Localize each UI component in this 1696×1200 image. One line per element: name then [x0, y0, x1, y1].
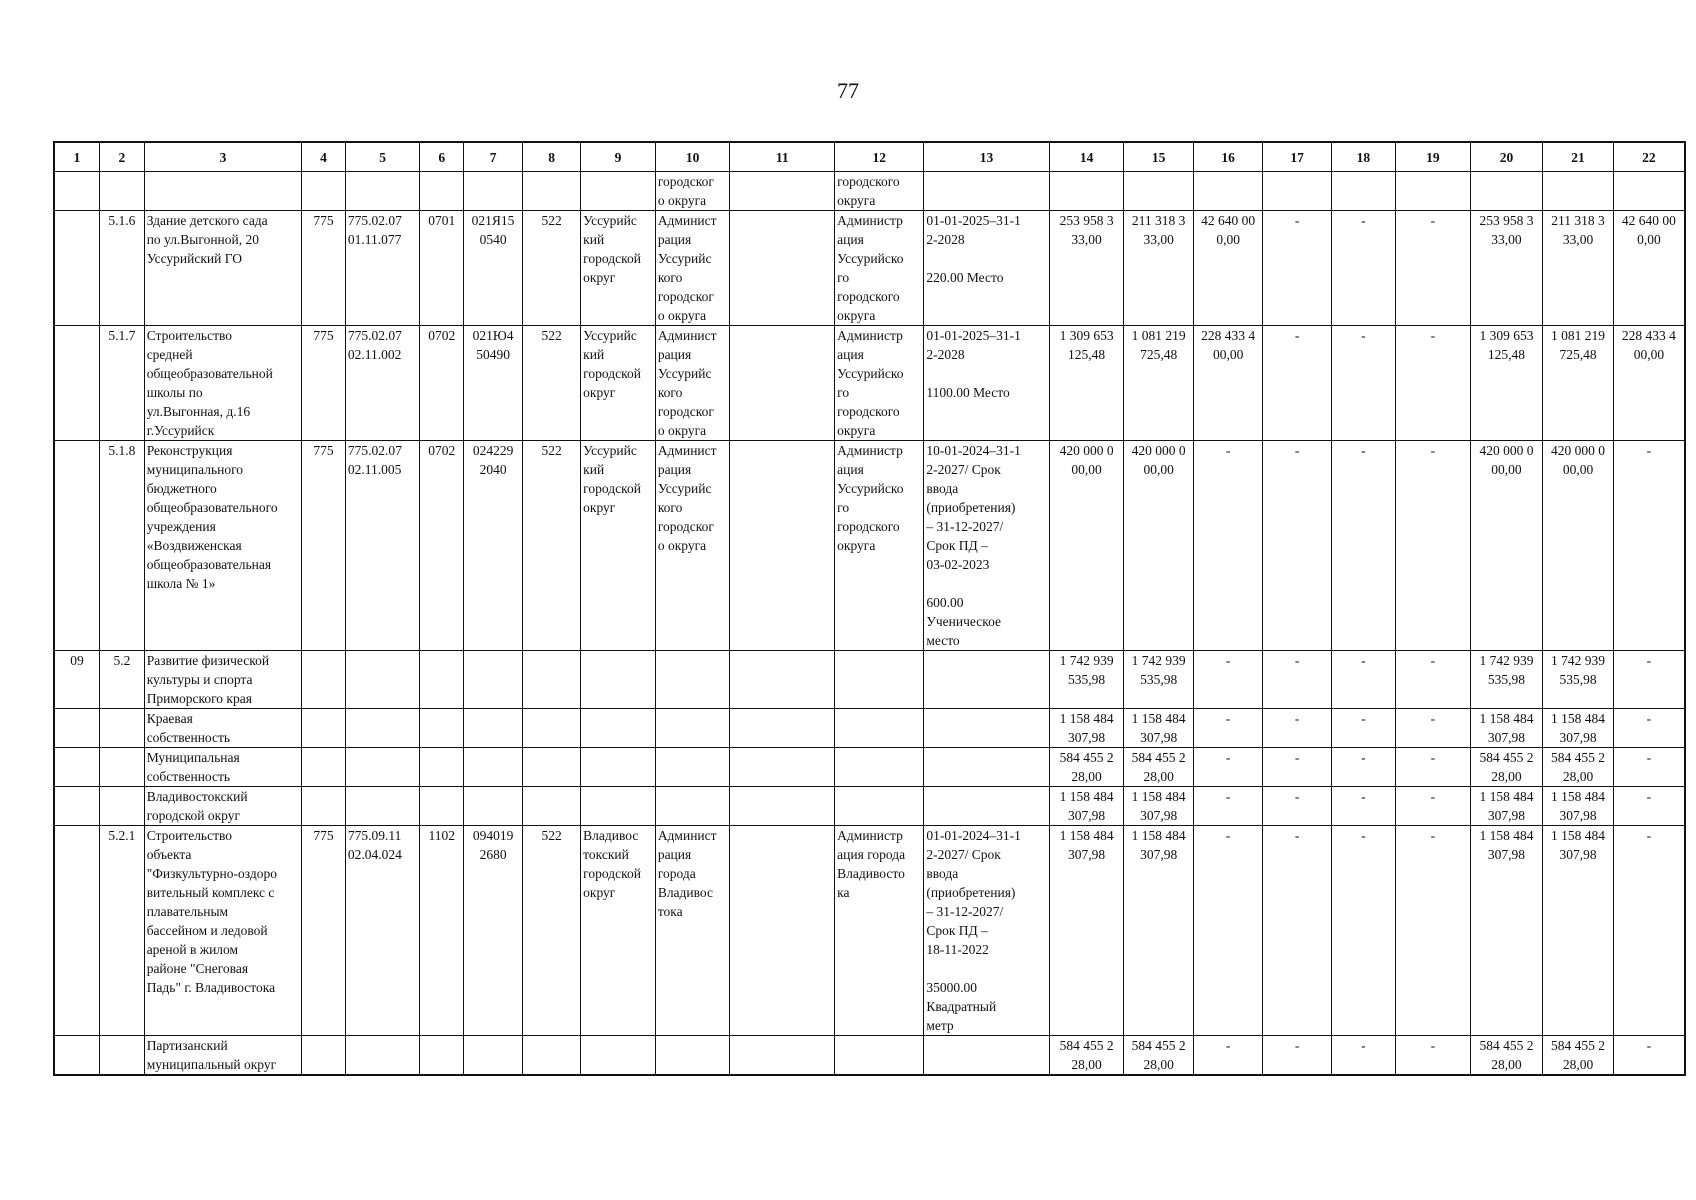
cell-col-9: [581, 172, 656, 211]
cell-col-19: [1396, 172, 1471, 211]
cell-col-16: -: [1193, 1036, 1262, 1076]
cell-col-14: [1049, 172, 1124, 211]
cell-col-6: 0702: [420, 326, 464, 441]
cell-col-9: Уссурийс кий городской округ: [581, 441, 656, 651]
cell-col-18: -: [1331, 1036, 1395, 1076]
cell-col-16: -: [1193, 787, 1262, 826]
cell-col-12: Администр ация Уссурийско го городского округа: [835, 326, 924, 441]
cell-col-14: 584 455 2 28,00: [1049, 748, 1124, 787]
cell-col-20: 584 455 2 28,00: [1470, 1036, 1543, 1076]
cell-col-5: 775.02.07 01.11.077: [345, 211, 420, 326]
cell-col-16: -: [1193, 709, 1262, 748]
cell-col-1: [54, 748, 100, 787]
cell-col-6: [420, 172, 464, 211]
cell-col-8: 522: [523, 441, 581, 651]
cell-col-20: 1 309 653 125,48: [1470, 326, 1543, 441]
table-row: [54, 651, 1685, 709]
cell-col-16: -: [1193, 826, 1262, 1036]
cell-col-3: Муниципальная собственность: [144, 748, 302, 787]
cell-col-21: 1 081 219 725,48: [1543, 326, 1614, 441]
table-row: [54, 709, 1685, 748]
cell-col-5: [345, 709, 420, 748]
cell-col-4: 775: [302, 326, 346, 441]
cell-col-19: -: [1396, 709, 1471, 748]
cell-col-4: [302, 1036, 346, 1076]
cell-col-4: [302, 787, 346, 826]
cell-col-1: [54, 172, 100, 211]
cell-col-11: [730, 709, 835, 748]
cell-col-5: 775.02.07 02.11.005: [345, 441, 420, 651]
cell-col-19: -: [1396, 326, 1471, 441]
cell-col-17: -: [1263, 787, 1331, 826]
cell-col-17: -: [1263, 651, 1331, 709]
cell-col-3: Строительство средней общеобразовательной школы по ул.Выгонная, д.16 г.Уссурийск: [144, 326, 302, 441]
cell-col-18: -: [1331, 651, 1395, 709]
cell-col-1: [54, 326, 100, 441]
cell-col-2: 5.1.7: [100, 326, 145, 441]
cell-col-5: 775.09.11 02.04.024: [345, 826, 420, 1036]
cell-col-21: 420 000 0 00,00: [1543, 441, 1614, 651]
cell-col-1: [54, 1036, 100, 1076]
cell-col-5: [345, 787, 420, 826]
column-header-12: 12: [835, 142, 924, 172]
cell-col-15: 420 000 0 00,00: [1124, 441, 1193, 651]
cell-col-4: 775: [302, 441, 346, 651]
cell-col-11: [730, 826, 835, 1036]
table-row: [54, 326, 1685, 441]
cell-col-2: 5.2.1: [100, 826, 145, 1036]
cell-col-6: [420, 1036, 464, 1076]
cell-col-21: 584 455 2 28,00: [1543, 748, 1614, 787]
column-header-15: 15: [1124, 142, 1193, 172]
cell-col-15: 584 455 2 28,00: [1124, 1036, 1193, 1076]
cell-col-6: [420, 709, 464, 748]
cell-col-14: 1 158 484 307,98: [1049, 709, 1124, 748]
column-header-22: 22: [1613, 142, 1685, 172]
cell-col-9: Владивос токский городской округ: [581, 826, 656, 1036]
cell-col-22: -: [1613, 709, 1685, 748]
cell-col-14: 1 742 939 535,98: [1049, 651, 1124, 709]
cell-col-3: Развитие физической культуры и спорта Приморского края: [144, 651, 302, 709]
cell-col-7: [464, 787, 523, 826]
cell-col-5: [345, 651, 420, 709]
cell-col-3: Партизанский муниципальный округ: [144, 1036, 302, 1076]
cell-col-17: -: [1263, 709, 1331, 748]
cell-col-10: [655, 787, 730, 826]
cell-col-18: -: [1331, 787, 1395, 826]
cell-col-20: 253 958 3 33,00: [1470, 211, 1543, 326]
cell-col-2: [100, 787, 145, 826]
cell-col-3: Здание детского сада по ул.Выгонной, 20 Уссурийский ГО: [144, 211, 302, 326]
cell-col-15: 1 742 939 535,98: [1124, 651, 1193, 709]
cell-col-18: -: [1331, 211, 1395, 326]
cell-col-7: 024229 2040: [464, 441, 523, 651]
cell-col-21: 1 742 939 535,98: [1543, 651, 1614, 709]
cell-col-12: [835, 651, 924, 709]
cell-col-17: -: [1263, 826, 1331, 1036]
cell-col-11: [730, 787, 835, 826]
cell-col-2: 5.1.8: [100, 441, 145, 651]
cell-col-10: Админист рация Уссурийс кого городског о округа: [655, 211, 730, 326]
cell-col-11: [730, 211, 835, 326]
cell-col-8: [523, 748, 581, 787]
column-header-19: 19: [1396, 142, 1471, 172]
table-row: [54, 787, 1685, 826]
cell-col-9: Уссурийс кий городской округ: [581, 211, 656, 326]
cell-col-1: [54, 826, 100, 1036]
cell-col-15: 1 158 484 307,98: [1124, 826, 1193, 1036]
cell-col-3: Владивостокский городской округ: [144, 787, 302, 826]
cell-col-22: -: [1613, 748, 1685, 787]
cell-col-13: [924, 748, 1049, 787]
cell-col-7: [464, 1036, 523, 1076]
cell-col-15: 1 081 219 725,48: [1124, 326, 1193, 441]
cell-col-19: -: [1396, 651, 1471, 709]
cell-col-15: 1 158 484 307,98: [1124, 787, 1193, 826]
budget-table: [53, 141, 1686, 1076]
cell-col-8: [523, 172, 581, 211]
column-header-5: 5: [345, 142, 420, 172]
cell-col-6: 0701: [420, 211, 464, 326]
cell-col-21: 1 158 484 307,98: [1543, 787, 1614, 826]
cell-col-1: [54, 709, 100, 748]
cell-col-21: 211 318 3 33,00: [1543, 211, 1614, 326]
cell-col-16: -: [1193, 651, 1262, 709]
cell-col-16: -: [1193, 748, 1262, 787]
cell-col-14: 253 958 3 33,00: [1049, 211, 1124, 326]
cell-col-5: [345, 1036, 420, 1076]
table-row: [54, 1036, 1685, 1076]
cell-col-5: [345, 748, 420, 787]
cell-col-22: -: [1613, 651, 1685, 709]
cell-col-22: -: [1613, 441, 1685, 651]
column-header-4: 4: [302, 142, 346, 172]
cell-col-3: Краевая собственность: [144, 709, 302, 748]
cell-col-13: [924, 172, 1049, 211]
cell-col-6: 0702: [420, 441, 464, 651]
cell-col-16: 228 433 4 00,00: [1193, 326, 1262, 441]
column-header-8: 8: [523, 142, 581, 172]
cell-col-14: 1 309 653 125,48: [1049, 326, 1124, 441]
cell-col-20: 1 158 484 307,98: [1470, 787, 1543, 826]
cell-col-10: [655, 1036, 730, 1076]
cell-col-1: [54, 211, 100, 326]
cell-col-13: [924, 709, 1049, 748]
header-row: [54, 142, 1685, 172]
cell-col-19: -: [1396, 787, 1471, 826]
cell-col-20: 1 158 484 307,98: [1470, 709, 1543, 748]
cell-col-17: [1263, 172, 1331, 211]
column-header-13: 13: [924, 142, 1049, 172]
column-header-11: 11: [730, 142, 835, 172]
cell-col-22: 42 640 00 0,00: [1613, 211, 1685, 326]
cell-col-1: [54, 441, 100, 651]
cell-col-13: 01-01-2025–31-1 2-2028 220.00 Место: [924, 211, 1049, 326]
cell-col-4: 775: [302, 211, 346, 326]
cell-col-7: 094019 2680: [464, 826, 523, 1036]
column-header-6: 6: [420, 142, 464, 172]
cell-col-7: [464, 748, 523, 787]
cell-col-6: [420, 651, 464, 709]
cell-col-21: 584 455 2 28,00: [1543, 1036, 1614, 1076]
cell-col-2: 5.2: [100, 651, 145, 709]
cell-col-11: [730, 651, 835, 709]
cell-col-11: [730, 748, 835, 787]
cell-col-9: Уссурийс кий городской округ: [581, 326, 656, 441]
cell-col-3: [144, 172, 302, 211]
cell-col-10: городског о округа: [655, 172, 730, 211]
cell-col-19: -: [1396, 211, 1471, 326]
column-header-9: 9: [581, 142, 656, 172]
cell-col-17: -: [1263, 441, 1331, 651]
cell-col-22: -: [1613, 787, 1685, 826]
cell-col-22: [1613, 172, 1685, 211]
table-row: [54, 748, 1685, 787]
cell-col-4: 775: [302, 826, 346, 1036]
cell-col-8: 522: [523, 211, 581, 326]
cell-col-21: 1 158 484 307,98: [1543, 826, 1614, 1036]
cell-col-19: -: [1396, 748, 1471, 787]
cell-col-12: городского округа: [835, 172, 924, 211]
cell-col-7: 021Ю4 50490: [464, 326, 523, 441]
cell-col-14: 584 455 2 28,00: [1049, 1036, 1124, 1076]
cell-col-4: [302, 172, 346, 211]
column-header-1: 1: [54, 142, 100, 172]
cell-col-2: [100, 709, 145, 748]
cell-col-19: -: [1396, 826, 1471, 1036]
table-row: [54, 826, 1685, 1036]
cell-col-7: [464, 651, 523, 709]
cell-col-13: [924, 651, 1049, 709]
cell-col-16: [1193, 172, 1262, 211]
cell-col-1: [54, 787, 100, 826]
cell-col-7: [464, 709, 523, 748]
cell-col-13: 01-01-2024–31-1 2-2027/ Срок ввода (приобретения) – 31-12-2027/ Срок ПД – 18-11-2022 35000.00 Квадратный метр: [924, 826, 1049, 1036]
cell-col-17: -: [1263, 1036, 1331, 1076]
cell-col-22: -: [1613, 826, 1685, 1036]
cell-col-17: -: [1263, 748, 1331, 787]
cell-col-8: [523, 651, 581, 709]
cell-col-13: 01-01-2025–31-1 2-2028 1100.00 Место: [924, 326, 1049, 441]
cell-col-20: 1 158 484 307,98: [1470, 826, 1543, 1036]
cell-col-15: [1124, 172, 1193, 211]
cell-col-2: [100, 172, 145, 211]
cell-col-20: 584 455 2 28,00: [1470, 748, 1543, 787]
cell-col-17: -: [1263, 211, 1331, 326]
cell-col-14: 1 158 484 307,98: [1049, 787, 1124, 826]
cell-col-1: 09: [54, 651, 100, 709]
cell-col-4: [302, 748, 346, 787]
cell-col-19: -: [1396, 441, 1471, 651]
cell-col-2: [100, 1036, 145, 1076]
cell-col-11: [730, 441, 835, 651]
cell-col-12: [835, 787, 924, 826]
column-header-14: 14: [1049, 142, 1124, 172]
column-header-21: 21: [1543, 142, 1614, 172]
column-header-16: 16: [1193, 142, 1262, 172]
column-header-10: 10: [655, 142, 730, 172]
cell-col-12: Администр ация Уссурийско го городского округа: [835, 211, 924, 326]
cell-col-18: [1331, 172, 1395, 211]
cell-col-5: 775.02.07 02.11.002: [345, 326, 420, 441]
cell-col-18: -: [1331, 441, 1395, 651]
cell-col-15: 1 158 484 307,98: [1124, 709, 1193, 748]
column-header-20: 20: [1470, 142, 1543, 172]
cell-col-12: Администр ация города Владивосто ка: [835, 826, 924, 1036]
cell-col-17: -: [1263, 326, 1331, 441]
cell-col-8: 522: [523, 326, 581, 441]
cell-col-16: 42 640 00 0,00: [1193, 211, 1262, 326]
cell-col-7: 021Я15 0540: [464, 211, 523, 326]
cell-col-4: [302, 709, 346, 748]
cell-col-10: [655, 748, 730, 787]
cell-col-19: -: [1396, 1036, 1471, 1076]
cell-col-21: [1543, 172, 1614, 211]
cell-col-2: [100, 748, 145, 787]
cell-col-8: 522: [523, 826, 581, 1036]
cell-col-18: -: [1331, 326, 1395, 441]
cell-col-9: [581, 787, 656, 826]
cell-col-8: [523, 787, 581, 826]
column-header-18: 18: [1331, 142, 1395, 172]
table-row: [54, 172, 1685, 211]
cell-col-10: Админист рация города Владивос тока: [655, 826, 730, 1036]
column-header-2: 2: [100, 142, 145, 172]
cell-col-15: 584 455 2 28,00: [1124, 748, 1193, 787]
cell-col-20: 1 742 939 535,98: [1470, 651, 1543, 709]
cell-col-14: 1 158 484 307,98: [1049, 826, 1124, 1036]
cell-col-11: [730, 172, 835, 211]
cell-col-9: [581, 748, 656, 787]
cell-col-9: [581, 709, 656, 748]
cell-col-4: [302, 651, 346, 709]
cell-col-11: [730, 326, 835, 441]
cell-col-15: 211 318 3 33,00: [1124, 211, 1193, 326]
cell-col-8: [523, 1036, 581, 1076]
cell-col-10: Админист рация Уссурийс кого городског о округа: [655, 326, 730, 441]
cell-col-21: 1 158 484 307,98: [1543, 709, 1614, 748]
cell-col-13: [924, 1036, 1049, 1076]
cell-col-12: [835, 709, 924, 748]
cell-col-12: Администр ация Уссурийско го городского округа: [835, 441, 924, 651]
cell-col-18: -: [1331, 748, 1395, 787]
cell-col-6: 1102: [420, 826, 464, 1036]
cell-col-3: Реконструкция муниципального бюджетного общеобразовательного учреждения «Воздвиженская общеобразовательная школа № 1»: [144, 441, 302, 651]
cell-col-6: [420, 748, 464, 787]
cell-col-10: [655, 709, 730, 748]
cell-col-12: [835, 748, 924, 787]
cell-col-14: 420 000 0 00,00: [1049, 441, 1124, 651]
cell-col-18: -: [1331, 826, 1395, 1036]
cell-col-16: -: [1193, 441, 1262, 651]
cell-col-5: [345, 172, 420, 211]
cell-col-10: [655, 651, 730, 709]
table-row: [54, 211, 1685, 326]
cell-col-3: Строительство объекта "Физкультурно-оздоро вительный комплекс с плавательным бассейном и ледовой ареной в жилом районе "Снеговая Падь" г. Владивостока: [144, 826, 302, 1036]
column-header-7: 7: [464, 142, 523, 172]
cell-col-12: [835, 1036, 924, 1076]
cell-col-18: -: [1331, 709, 1395, 748]
cell-col-7: [464, 172, 523, 211]
cell-col-22: 228 433 4 00,00: [1613, 326, 1685, 441]
cell-col-20: [1470, 172, 1543, 211]
page-number: 77: [837, 78, 859, 103]
cell-col-9: [581, 1036, 656, 1076]
column-header-3: 3: [144, 142, 302, 172]
cell-col-6: [420, 787, 464, 826]
table-row: [54, 441, 1685, 651]
cell-col-8: [523, 709, 581, 748]
cell-col-13: [924, 787, 1049, 826]
cell-col-9: [581, 651, 656, 709]
cell-col-20: 420 000 0 00,00: [1470, 441, 1543, 651]
cell-col-2: 5.1.6: [100, 211, 145, 326]
cell-col-22: -: [1613, 1036, 1685, 1076]
column-header-17: 17: [1263, 142, 1331, 172]
cell-col-10: Админист рация Уссурийс кого городског о округа: [655, 441, 730, 651]
cell-col-13: 10-01-2024–31-1 2-2027/ Срок ввода (приобретения) – 31-12-2027/ Срок ПД – 03-02-2023 600.00 Ученическое место: [924, 441, 1049, 651]
cell-col-11: [730, 1036, 835, 1076]
